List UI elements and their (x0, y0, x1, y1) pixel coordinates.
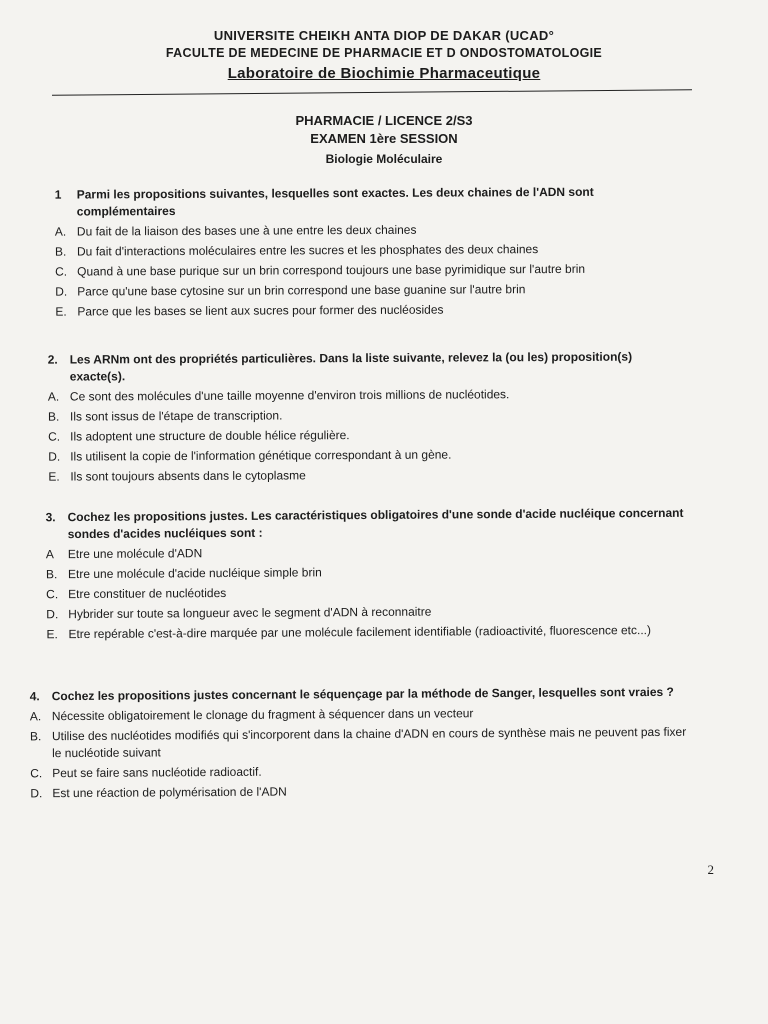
option-c (55, 260, 675, 280)
option-c (48, 425, 688, 445)
laboratory-name: Laboratoire de Biochimie Pharmaceutique (227, 65, 541, 82)
option-letter: A. (29, 709, 42, 724)
option-d (30, 781, 695, 803)
exam-session: EXAMEN 1ère SESSION (310, 131, 458, 146)
option-text: Quand à une base purique sur un brin correspond toujours une base pyrimidique sur l'autre brin (77, 261, 586, 279)
option-text: Ils sont issus de l'étape de transcription. (69, 408, 283, 424)
question-2 (48, 348, 689, 485)
option-letter: D. (55, 284, 68, 299)
option-letter: E. (55, 304, 67, 319)
option-text: Hybrider sur toute sa longueur avec le segment d'ADN à reconnaitre (68, 604, 432, 622)
question-1 (55, 183, 676, 320)
option-e (55, 300, 675, 320)
option-b (48, 405, 688, 425)
option-letter: D. (30, 786, 43, 801)
option-letter: C. (55, 264, 68, 279)
option-text: Utilise des nucléotides modifiés qui s'incorporent dans la chaine d'ADN en cours de synthèse mais ne peuvent pas fixer le nucléotide suivant (51, 724, 687, 761)
option-text: Ce sont des molécules d'une taille moyenne d'environ trois millions de nucléotides. (69, 387, 510, 404)
option-text: Parce que les bases se lient aux sucres pour former des nucléosides (77, 302, 444, 319)
option-letter: E. (46, 627, 58, 642)
question-number: 2. (47, 352, 58, 367)
option-letter: A (45, 547, 54, 562)
question-number: 1 (54, 187, 62, 202)
question-text: Parmi les propositions suivantes, lesquelles sont exactes. Les deux chaines de l'ADN sont complémentaires (76, 184, 594, 219)
option-letter: B. (29, 729, 42, 744)
option-letter: B. (54, 244, 67, 259)
option-d (46, 602, 691, 624)
page-number: 2 (707, 862, 714, 877)
option-d (55, 280, 675, 300)
university-name: UNIVERSITE CHEIKH ANTA DIOP DE DAKAR (UCAD° (213, 28, 555, 43)
option-text: Parce qu'une base cytosine sur un brin correspond une base guanine sur l'autre brin (77, 282, 526, 299)
option-a (46, 542, 691, 564)
option-letter: C. (30, 766, 43, 781)
question-text: Cochez les propositions justes. Les caractéristiques obligatoires d'une sonde d'acide nucléique concernant sondes d'acides nucléiques sont : (67, 505, 684, 542)
option-a (48, 385, 688, 405)
option-text: Ils sont toujours absents dans le cytoplasme (70, 468, 306, 484)
option-text: Du fait de la liaison des bases une à une entre les deux chaines (76, 222, 417, 239)
option-e (46, 622, 691, 644)
option-text: Est une réaction de polymérisation de l'ADN (52, 784, 287, 801)
option-a (30, 704, 695, 726)
option-c (46, 582, 691, 604)
exam-subject: Biologie Moléculaire (325, 152, 443, 166)
option-text: Ils adoptent une structure de double hélice régulière. (70, 428, 350, 444)
option-letter: D. (48, 449, 61, 464)
option-letter: D. (46, 607, 59, 622)
question-3 (46, 505, 692, 643)
question-number: 3. (45, 510, 56, 525)
faculty-name: FACULTE DE MEDECINE DE PHARMACIE ET D ONDOSTOMATOLOGIE (165, 46, 603, 60)
header-divider (52, 89, 692, 96)
option-text: Du fait d'interactions moléculaires entre les sucres et les phosphates des deux chaines (76, 242, 539, 259)
option-text: Etre une molécule d'acide nucléique simple brin (67, 565, 322, 582)
option-letter: A. (47, 389, 60, 404)
question-4 (30, 684, 696, 803)
option-c (30, 761, 695, 783)
question-text: Les ARNm ont des propriétés particulières. Dans la liste suivante, relevez la (ou les) proposition(s) exacte(s). (69, 349, 633, 384)
option-letter: B. (45, 567, 58, 582)
option-b (46, 562, 691, 584)
exam-program: PHARMACIE / LICENCE 2/S3 (295, 113, 473, 128)
option-text: Etre une molécule d'ADN (67, 546, 203, 562)
option-letter: A. (54, 224, 67, 239)
option-text: Etre repérable c'est-à-dire marquée par une molécule facilement identifiable (radioactivité, fluorescence etc...) (68, 623, 652, 642)
option-text: Ils utilisent la copie de l'information génétique correspondant à un gène. (70, 447, 452, 464)
question-text: Cochez les propositions justes concernant le séquençage par la méthode de Sanger, lesquelles sont vraies ? (51, 684, 674, 704)
option-b (55, 240, 675, 260)
option-letter: B. (47, 409, 60, 424)
option-text: Etre constituer de nucléotides (68, 585, 227, 602)
option-text: Peut se faire sans nucléotide radioactif. (52, 764, 262, 781)
option-b (30, 724, 695, 763)
option-letter: C. (46, 587, 59, 602)
option-letter: E. (48, 469, 60, 484)
option-a (55, 220, 675, 240)
option-letter: C. (48, 429, 61, 444)
option-e (48, 465, 688, 485)
question-number: 4. (29, 689, 40, 704)
option-d (48, 445, 688, 465)
option-text: Nécessite obligatoirement le clonage du fragment à séquencer dans un vecteur (51, 706, 474, 724)
